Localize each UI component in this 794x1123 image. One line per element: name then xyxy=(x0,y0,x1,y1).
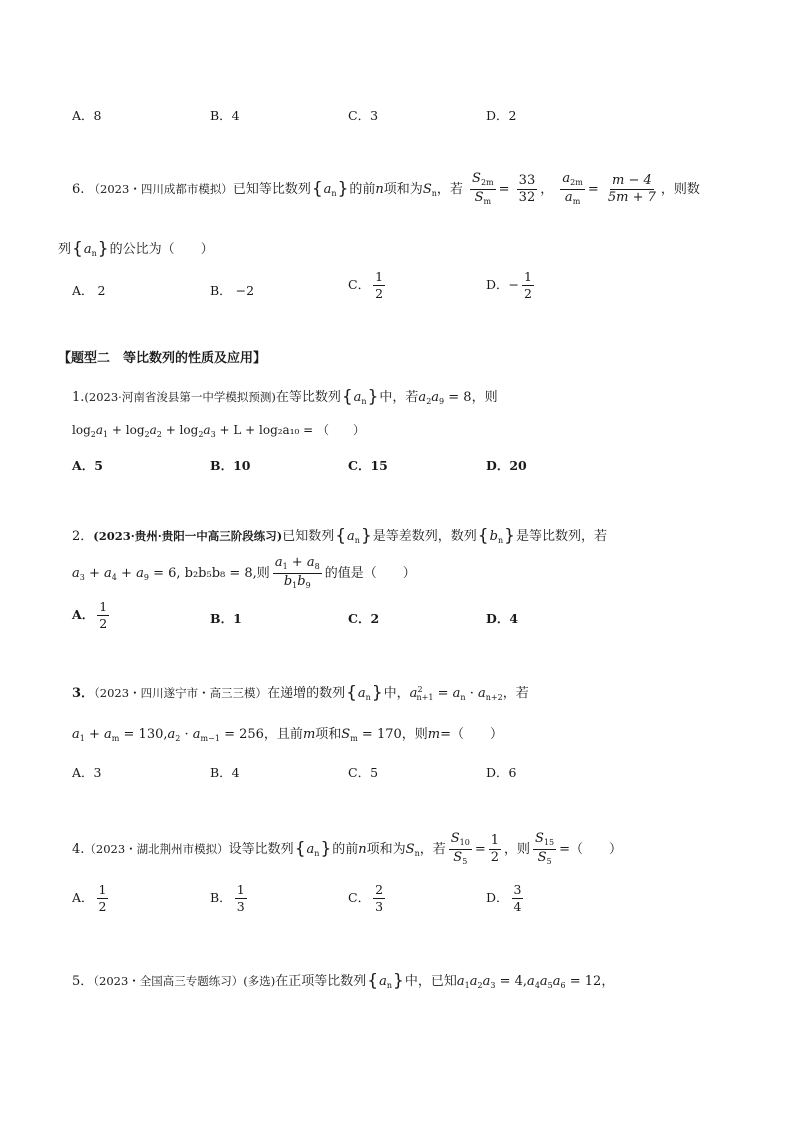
question-3-line2: $a_1 + a_m = 130,a_2 \cdot a_{m-1} = 256$，且前m项和$S_m = 170$，则m=（ ） xyxy=(72,727,504,743)
question-4-line1: 4.（2023・湖北荆州市模拟）设等比数列$\{a_n\}$的前n项和为$S_n$，若 $\frac{S_{10}}{S_5}$ = $\frac{1}{2}$ ，则 $\frac{S_{15}}{S_5}$ =（ ） xyxy=(72,831,623,866)
fraction: $\frac{a_{2m}}{a_m}$ xyxy=(562,171,583,206)
question-6-line2: 列$\{a_n\}$的公比为（ ） xyxy=(58,239,214,259)
option-c: C． $\frac{1}{2}$ xyxy=(348,269,384,301)
question-3-line1: 3．（2023・四川遂宁市・高三三模）在递增的数列$\{a_n\}$中，$a^2_{n+1} = a_n \cdot a_{n+2}$，若 xyxy=(72,683,529,703)
question-1-line1: 1.(2023·河南省浚县第一中学模拟预测)在等比数列$\{a_n\}$中，若$a_2a_9 = 8$，则 xyxy=(72,387,498,407)
option-d: D．20 xyxy=(486,458,527,473)
option-b: B．10 xyxy=(210,458,251,473)
option-a: A．5 xyxy=(72,458,103,473)
option-a: A．3 xyxy=(72,765,102,780)
option-d: D．6 xyxy=(486,765,517,780)
option-c: C．5 xyxy=(348,765,379,780)
question-6-line1: 6. （2023・四川成都市模拟）已知等比数列$\{a_n\}$的前n项和为$S_n$，若 $\frac{S_{2m}}{S_m}$ = $\frac{33}{32}$ ， $\frac{a_{2m}}{a_m}$ = $\frac{m - 4}{5m + 7}$ ，则数 xyxy=(72,171,700,206)
option-d: D．4 xyxy=(486,611,519,626)
option-b: B． −2 xyxy=(210,283,255,298)
question-5-line1: 5．（2023・全国高三专题练习）(多选)在正项等比数列$\{a_n\}$中，已知$a_1a_2a_3 = 4,a_4a_5a_6 = 12$， xyxy=(72,971,615,991)
option-c: C． $\frac{2}{3}$ xyxy=(348,882,384,914)
option-a: A．8 xyxy=(72,108,102,123)
option-c: C．3 xyxy=(348,108,379,123)
option-a: A． 2 xyxy=(72,283,106,298)
question-2-line2: $a_3 + a_4 + a_9 = 6$, b₂b₅b₈ = 8,则 $\frac{a_1 + a_8}{b_1b_9}$ 的值是（ ） xyxy=(72,555,416,590)
option-c: C．15 xyxy=(348,458,388,473)
fraction: $\frac{S_{2m}}{S_m}$ xyxy=(472,171,494,206)
section-heading: 【题型二 等比数列的性质及应用】 xyxy=(58,351,267,366)
option-b: B．4 xyxy=(210,108,240,123)
fraction: $\frac{m - 4}{5m + 7}$ xyxy=(607,172,656,205)
fraction: $\frac{33}{32}$ xyxy=(518,172,536,205)
question-2-line1: 2．(2023·贵州·贵阳一中高三阶段练习)已知数列$\{a_n\}$是等差数列，数列$\{b_n\}$是等比数列，若 xyxy=(72,526,607,546)
option-b: B． $\frac{1}{3}$ xyxy=(210,882,245,914)
option-d: D．− $\frac{1}{2}$ xyxy=(486,269,532,301)
question-1-line2: $\log_2a_1 + \log_2a_2 + \log_2a_3 + L + \log_2a_{10}$ = （ ） xyxy=(72,423,366,439)
option-a: A． $\frac{1}{2}$ xyxy=(72,599,108,631)
option-d: D．2 xyxy=(486,108,517,123)
option-b: B．4 xyxy=(210,765,240,780)
option-c: C．2 xyxy=(348,611,380,626)
option-b: B．1 xyxy=(210,611,242,626)
option-d: D． $\frac{3}{4}$ xyxy=(486,882,522,914)
option-a: A． $\frac{1}{2}$ xyxy=(72,882,107,914)
